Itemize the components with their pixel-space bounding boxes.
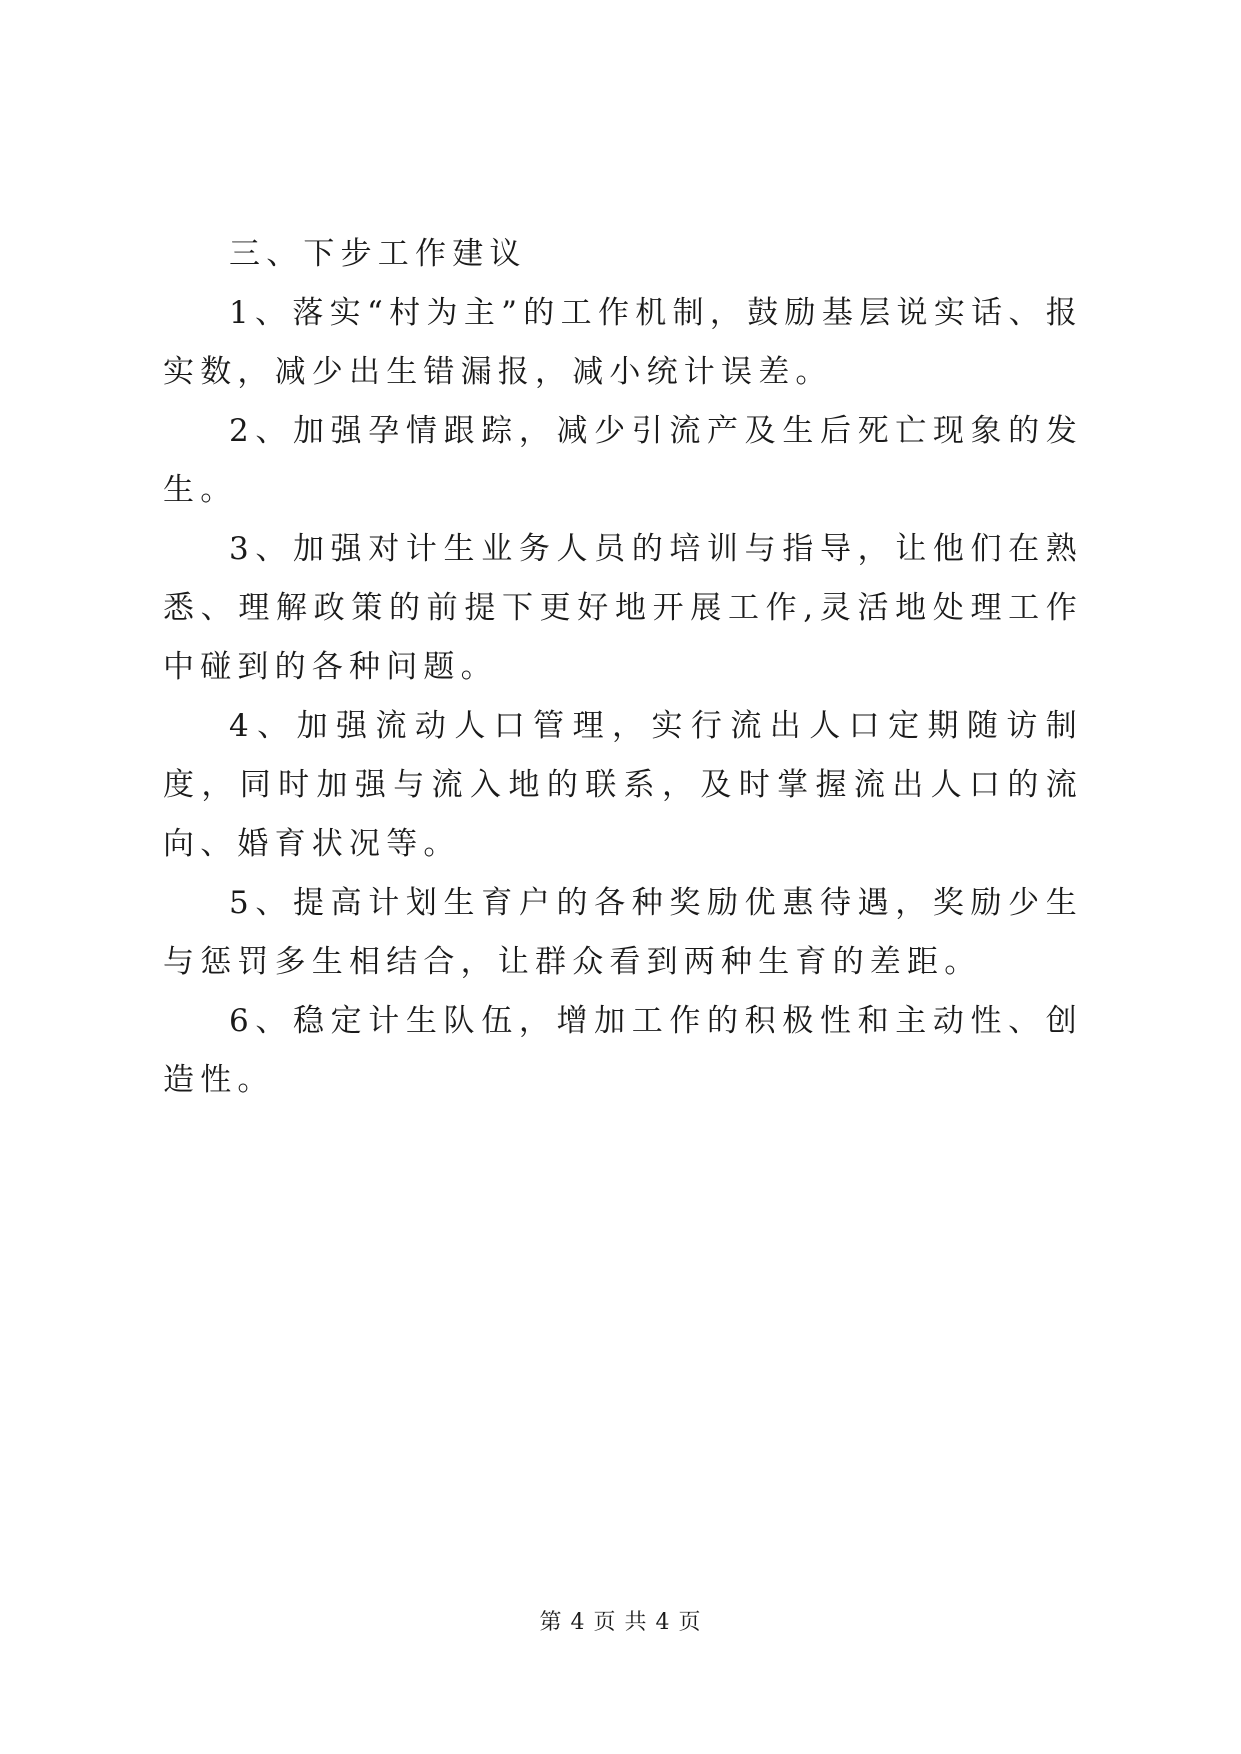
paragraph-item-6: 6、稳定计生队伍，增加工作的积极性和主动性、创造性。 [163,1003,1083,1098]
paragraph-item-5: 5、提高计划生育户的各种奖励优惠待遇，奖励少生与惩罚多生相结合，让群众看到两种生育的差距。 [163,885,1083,980]
paragraph-item-1: 1、落实“村为主”的工作机制，鼓励基层说实话、报实数，减少出生错漏报，减小统计误差。 [163,295,1083,390]
paragraph-item-4: 4、加强流动人口管理，实行流出人口定期随访制度，同时加强与流入地的联系，及时掌握流出人口的流向、婚育状况等。 [163,708,1083,862]
section-heading: 三、下步工作建议 [229,236,527,272]
page-number-footer: 第 4 页 共 4 页 [539,1610,702,1635]
paragraph-item-3: 3、加强对计生业务人员的培训与指导，让他们在熟悉、理解政策的前提下更好地开展工作,灵活地处理工作中碰到的各种问题。 [163,531,1083,685]
document-body [163,225,1083,1110]
paragraph-item-2: 2、加强孕情跟踪，减少引流产及生后死亡现象的发生。 [163,413,1083,508]
